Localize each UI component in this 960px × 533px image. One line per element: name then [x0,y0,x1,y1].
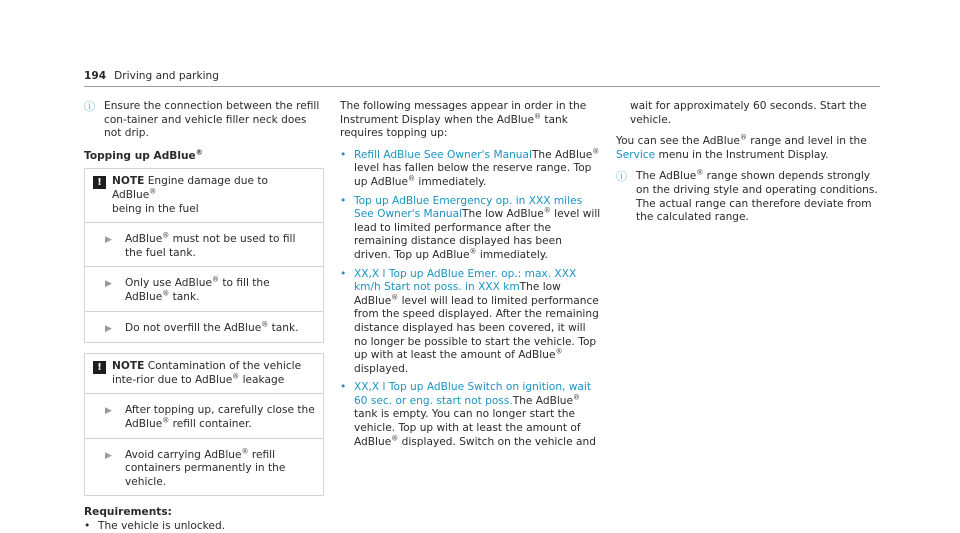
notice-item: ▶ AdBlue® must not be used to fill the fuel tank. [85,223,323,267]
requirement-item: • The vehicle is unlocked. [84,519,226,532]
warning-icon: ! [93,361,106,374]
header-rule [84,86,880,87]
page-number: 194 [84,70,107,82]
service-link[interactable]: Service [616,148,656,161]
note-label: NOTE [112,360,145,373]
message-link[interactable]: XX,X l Top up AdBlue Switch on ignition, wait 60 sec. or eng. start not poss. [354,381,592,407]
notice-engine-damage: ! NOTE Engine damage due to AdBlue® being in the fuel ▶ AdBlue® must not be used to fill the fuel tank. ▶ Only use AdBlue® to fill the AdBlue® tank. ▶ Do not overfill the AdBlue® tank. [84,168,324,343]
column-3 [616,100,878,225]
bullet-icon: • [340,148,347,161]
column-2 [340,100,602,454]
connection-note-text: Ensure the connection between the refill con-tainer and vehicle filler neck does not drip. [104,100,320,140]
message-link[interactable]: XX,X l Top up AdBlue Emer. op.: max. XXX km/h Start not poss. in XXX km [354,267,577,294]
bullet-icon: • [340,381,347,394]
page-header [84,70,219,84]
notice-item: ▶ Do not overfill the AdBlue® tank. [85,312,323,343]
notice-item: ▶ Only use AdBlue® to fill the AdBlue® tank. [85,267,323,311]
section-heading: Topping up AdBlue® [84,148,203,162]
message-item: • Top up AdBlue Emergency op. in XXX miles See Owner's ManualThe low AdBlue® level will lead to limited performance after the remaining distance displayed has been driven. Top up AdBlue® immediately. [340,194,601,261]
notice-contamination: ! NOTE Contamination of the vehicle inte-rior due to AdBlue® leakage ▶ After topping up, carefully close the AdBlue® refill container. ▶ Avoid carrying AdBlue® refill containers permanently in the vehicle. [84,353,324,496]
continuation-text: wait for approximately 60 seconds. Start the vehicle. [630,100,867,126]
messages-intro: The following messages appear in order in the Instrument Display when the AdBlue® tank requires topping up: [340,100,587,140]
connection-note [84,100,324,141]
range-text: You can see the AdBlue® range and level in the Service menu in the Instrument Display. [616,133,867,161]
message-link[interactable]: Top up AdBlue Emergency op. in XXX miles See Owner's Manual [354,194,583,221]
message-item: • Refill AdBlue See Owner's ManualThe AdBlue® level has fallen below the reserve range. Top up AdBlue® immediately. [340,147,600,188]
warning-icon: ! [93,176,106,189]
arrow-icon: ▶ [105,279,112,290]
arrow-icon: ▶ [105,323,112,334]
info-icon: ⓘ [84,100,95,113]
arrow-icon: ▶ [105,450,112,461]
column-1 [84,100,324,533]
notice-item: ▶ Avoid carrying AdBlue® refill containers permanently in the vehicle. [105,446,286,488]
bullet-icon: • [84,519,91,532]
requirements-label: Requirements: [84,506,172,519]
arrow-icon: ▶ [105,406,112,417]
arrow-icon: ▶ [105,235,112,246]
bullet-icon: • [340,267,347,280]
note-label: NOTE [112,175,145,188]
message-item: • XX,X l Top up AdBlue Switch on ignition, wait 60 sec. or eng. start not poss.The AdBlue® tank is empty. You can no longer start the vehicle. Top up with at least the amount of AdBlue® displayed. Switch on the vehicle and [340,381,596,448]
bullet-icon: • [340,194,347,207]
info-icon: ⓘ [616,170,627,184]
range-note: ⓘ The AdBlue® range shown depends strongly on the driving style and operating conditions. The actual range can therefore deviate from the calculated range. [616,168,878,224]
message-link[interactable]: Refill AdBlue See Owner's Manual [354,148,532,161]
section-title: Driving and parking [114,70,219,82]
notice-item: ▶ After topping up, carefully close the AdBlue® refill container. [85,394,323,438]
message-item: • XX,X l Top up AdBlue Emer. op.: max. XXX km/h Start not poss. in XXX kmThe low AdBlue® level will lead to limited performance from the speed displayed. After the remaining distance displayed has been covered, it will no longer be possible to start the vehicle. Top up with at least the amount of AdBlue® displayed. [340,267,599,375]
